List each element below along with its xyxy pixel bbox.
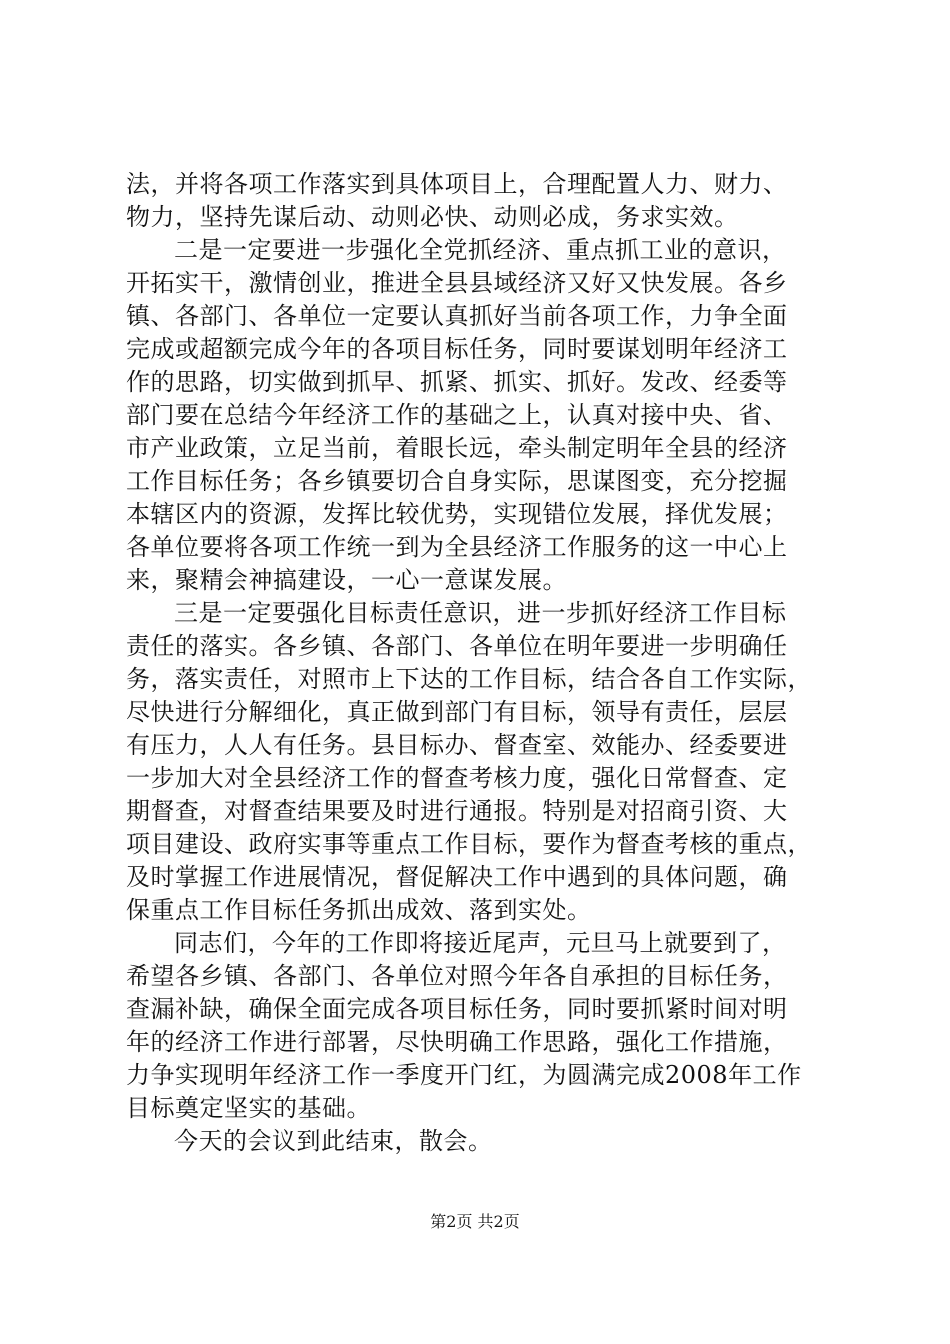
text-line: 各单位要将各项工作统一到为全县经济工作服务的这一中心上 [126, 533, 788, 561]
paragraph-first-line: 同志们，今年的工作即将接近尾声，元旦马上就要到了， [174, 929, 787, 957]
text-line: 目标奠定坚实的基础。 [126, 1094, 371, 1122]
text-line: 物力，坚持先谋后动、动则必快、动则必成，务求实效。 [126, 203, 739, 231]
text-line: 希望各乡镇、各部门、各单位对照今年各自承担的目标任务， [126, 962, 788, 990]
text-line: 保重点工作目标任务抓出成效、落到实处。 [126, 896, 592, 924]
text-line: 及时掌握工作进展情况，督促解决工作中遇到的具体问题，确 [126, 863, 788, 891]
text-line: 一步加大对全县经济工作的督查考核力度，强化日常督查、定 [126, 764, 788, 792]
text-line: 来，聚精会神搞建设，一心一意谋发展。 [126, 566, 567, 594]
text-line: 有压力，人人有任务。县目标办、督查室、效能办、经委要进 [126, 731, 788, 759]
text-line: 本辖区内的资源，发挥比较优势，实现错位发展，择优发展； [126, 500, 788, 528]
text-line: 完成或超额完成今年的各项目标任务，同时要谋划明年经济工 [126, 335, 788, 363]
text-line: 作的思路，切实做到抓早、抓紧、抓实、抓好。发改、经委等 [126, 368, 788, 396]
paragraph-first-line: 今天的会议到此结束，散会。 [174, 1127, 493, 1155]
paragraph-first-line: 二是一定要进一步强化全党抓经济、重点抓工业的意识， [174, 236, 787, 264]
paragraph-first-line: 三是一定要强化目标责任意识，进一步抓好经济工作目标 [174, 599, 787, 627]
text-line: 查漏补缺，确保全面完成各项目标任务，同时要抓紧时间对明 [126, 995, 788, 1023]
text-line: 项目建设、政府实事等重点工作目标，要作为督查考核的重点， [126, 830, 812, 858]
page-footer: 第2页 共2页 [430, 1212, 520, 1231]
text-line: 法，并将各项工作落实到具体项目上，合理配置人力、财力、 [126, 170, 788, 198]
text-line: 市产业政策，立足当前，着眼长远，牵头制定明年全县的经济 [126, 434, 788, 462]
text-line: 尽快进行分解细化，真正做到部门有目标，领导有责任，层层 [126, 698, 788, 726]
text-line: 务，落实责任，对照市上下达的工作目标，结合各自工作实际， [126, 665, 812, 693]
text-line: 镇、各部门、各单位一定要认真抓好当前各项工作，力争全面 [126, 302, 788, 330]
text-line: 期督查，对督查结果要及时进行通报。特别是对招商引资、大 [126, 797, 788, 825]
text-line: 年的经济工作进行部署，尽快明确工作思路，强化工作措施， [126, 1028, 788, 1056]
text-line: 部门要在总结今年经济工作的基础之上，认真对接中央、省、 [126, 401, 788, 429]
text-line: 开拓实干，激情创业，推进全县县域经济又好又快发展。各乡 [126, 269, 788, 297]
document-body [126, 168, 842, 1158]
text-line: 工作目标任务；各乡镇要切合自身实际，思谋图变，充分挖掘 [126, 467, 788, 495]
text-line: 责任的落实。各乡镇、各部门、各单位在明年要进一步明确任 [126, 632, 788, 660]
text-line: 力争实现明年经济工作一季度开门红，为圆满完成2008年工作 [126, 1061, 802, 1089]
